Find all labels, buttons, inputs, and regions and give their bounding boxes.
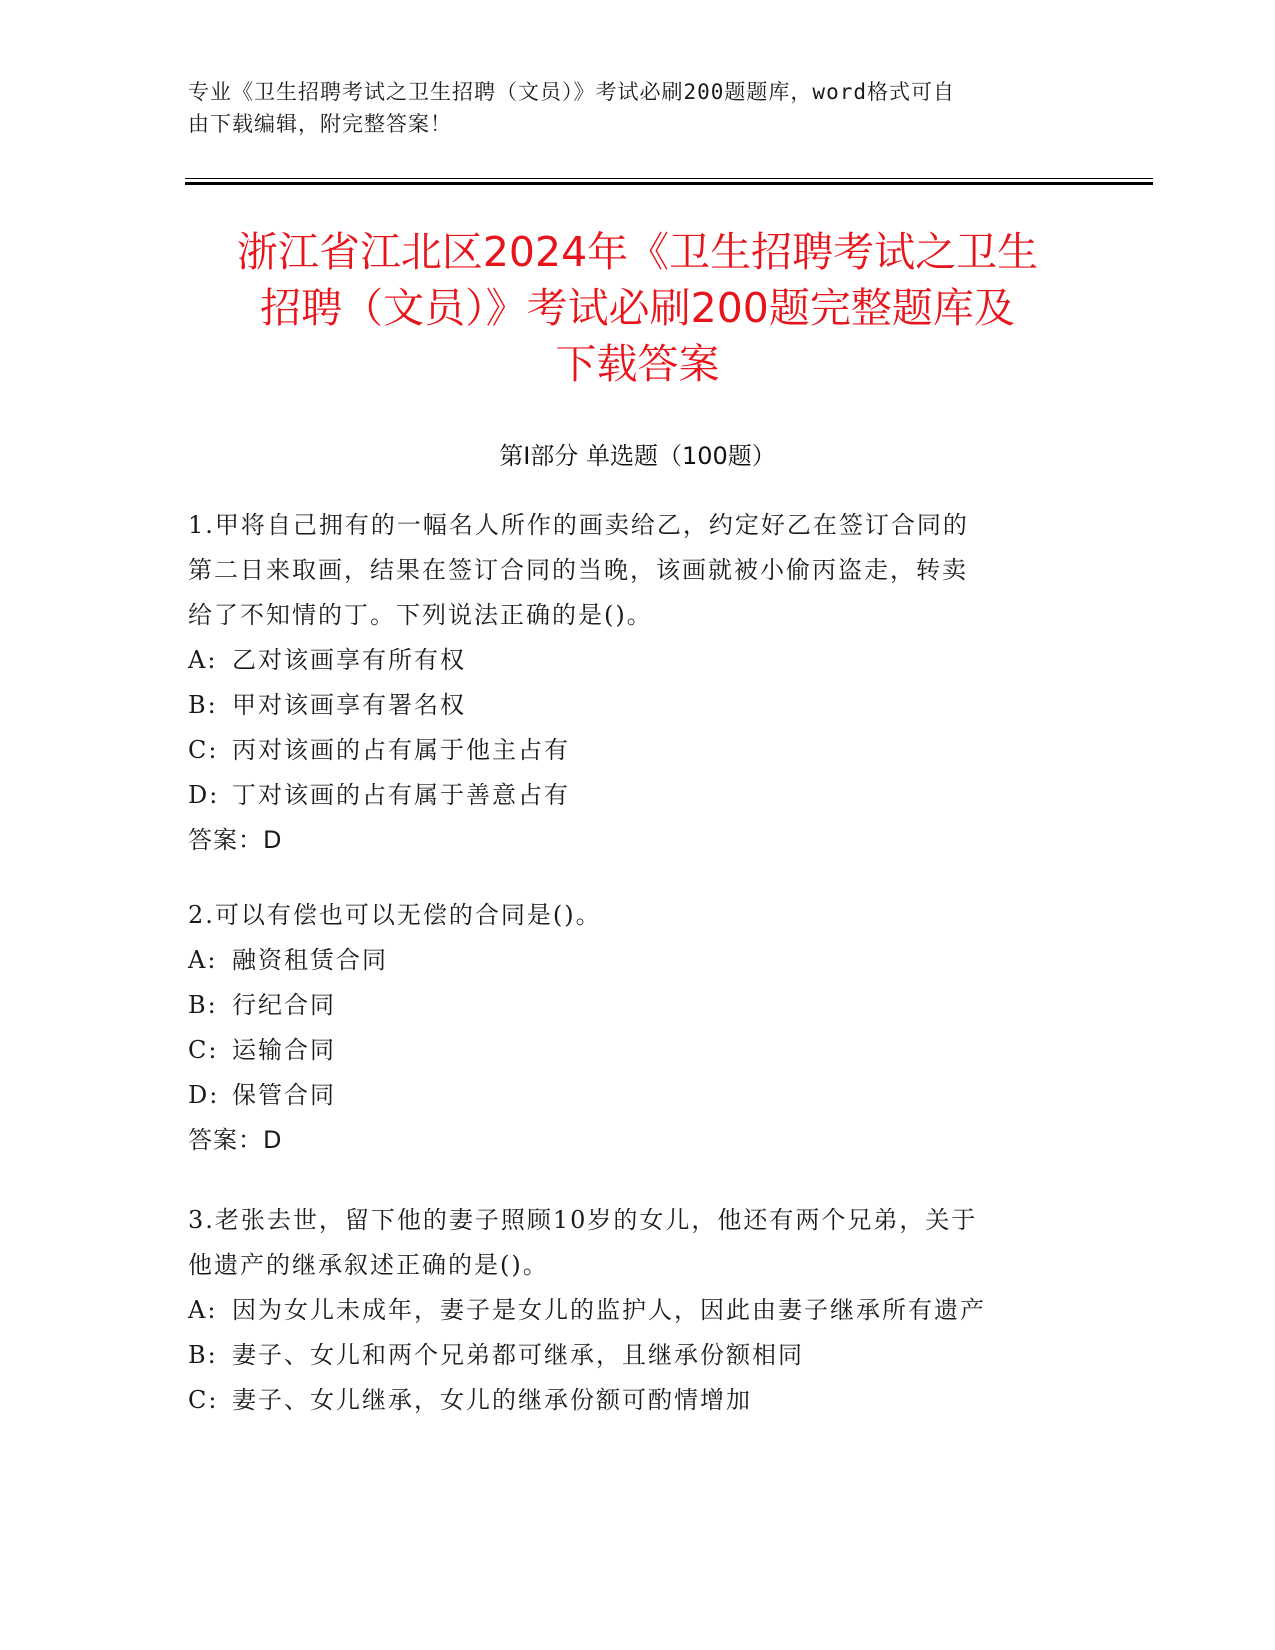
header-note (188, 76, 1068, 140)
option-letter: B: (188, 991, 218, 1019)
option-d (188, 1073, 1068, 1118)
option-text: 甲对该画享有署名权 (232, 691, 466, 719)
option-text: 妻子、女儿继承，女儿的继承份额可酌情增加 (232, 1386, 752, 1414)
question-block (188, 503, 1068, 863)
option-d (188, 773, 1068, 818)
question-stem-line: 1.甲将自己拥有的一幅名人所作的画卖给乙，约定好乙在签订合同的 (188, 511, 969, 539)
question-block (188, 1198, 1068, 1423)
question-stem-line: 3.老张去世，留下他的妻子照顾10岁的女儿，他还有两个兄弟，关于 (188, 1206, 978, 1234)
option-letter: A: (188, 646, 218, 674)
option-letter: D: (188, 781, 220, 809)
option-text: 因为女儿未成年，妻子是女儿的监护人，因此由妻子继承所有遗产 (232, 1296, 986, 1324)
option-letter: D: (188, 1081, 220, 1109)
option-letter: B: (188, 691, 218, 719)
option-letter: C: (188, 1386, 219, 1414)
question-stem-line: 给了不知情的丁。下列说法正确的是()。 (188, 601, 653, 629)
option-c (188, 728, 1068, 773)
answer-line: 答案：D (188, 1126, 283, 1154)
question-stem-line: 2.可以有偿也可以无偿的合同是()。 (188, 901, 602, 929)
answer-line: 答案：D (188, 826, 283, 854)
question-stem-line: 第二日来取画，结果在签订合同的当晚，该画就被小偷丙盗走，转卖 (188, 556, 968, 584)
question-stem-line: 他遗产的继承叙述正确的是()。 (188, 1251, 549, 1279)
option-a (188, 1288, 1068, 1333)
option-text: 丁对该画的占有属于善意占有 (232, 781, 570, 809)
option-a (188, 938, 1068, 983)
header-note-line: 专业《卫生招聘考试之卫生招聘（文员）》考试必刷200题题库，word格式可自 (188, 80, 955, 104)
option-c (188, 1028, 1068, 1073)
document-title (160, 224, 1115, 392)
header-divider-thin (185, 178, 1153, 179)
option-text: 运输合同 (232, 1036, 336, 1064)
option-text: 行纪合同 (232, 991, 336, 1019)
option-b (188, 983, 1068, 1028)
header-note-line: 由下载编辑，附完整答案！ (188, 112, 452, 136)
option-text: 保管合同 (232, 1081, 336, 1109)
title-line: 下载答案 (555, 340, 720, 388)
option-letter: C: (188, 736, 219, 764)
option-b (188, 1333, 1068, 1378)
header-divider-thick (185, 182, 1153, 185)
option-a (188, 638, 1068, 683)
option-letter: C: (188, 1036, 219, 1064)
option-c (188, 1378, 1068, 1423)
option-letter: A: (188, 1296, 218, 1324)
option-b (188, 683, 1068, 728)
title-line: 招聘（文员）》考试必刷200题完整题库及 (260, 284, 1015, 332)
question-block (188, 893, 1068, 1163)
title-line: 浙江省江北区2024年《卫生招聘考试之卫生 (236, 228, 1039, 276)
option-text: 丙对该画的占有属于他主占有 (232, 736, 570, 764)
option-letter: B: (188, 1341, 218, 1369)
section-heading: 第Ⅰ部分 单选题（100题） (499, 442, 776, 470)
option-letter: A: (188, 946, 218, 974)
option-text: 融资租赁合同 (232, 946, 388, 974)
option-text: 乙对该画享有所有权 (232, 646, 466, 674)
option-text: 妻子、女儿和两个兄弟都可继承，且继承份额相同 (232, 1341, 804, 1369)
